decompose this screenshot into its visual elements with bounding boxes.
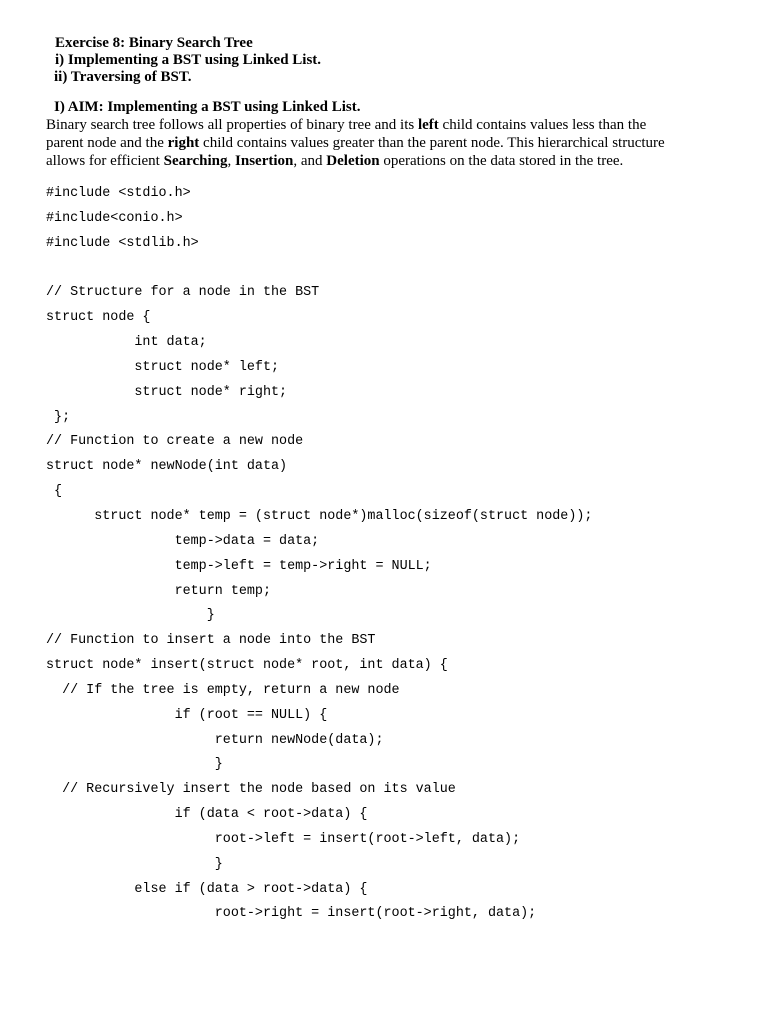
code-line: if (data < root->data) {: [46, 807, 368, 823]
code-line: struct node* left;: [46, 359, 280, 375]
code-line: #include <stdlib.h>: [46, 235, 199, 251]
code-line: struct node* temp = (struct node*)malloc(sizeof(struct node));: [46, 508, 593, 524]
code-line: // Function to create a new node: [46, 434, 304, 450]
intro-line-2: parent node and the right child contains values greater than the parent node. This hierarchical structure: [46, 135, 665, 151]
code-line: int data;: [46, 335, 207, 351]
code-listing: [46, 184, 592, 929]
code-line: // Structure for a node in the BST: [46, 285, 320, 301]
code-line: else if (data > root->data) {: [46, 881, 368, 897]
code-line: root->right = insert(root->right, data);: [46, 906, 537, 922]
code-line: return temp;: [46, 583, 271, 599]
intro-paragraph: [46, 116, 726, 170]
code-line: temp->data = data;: [46, 533, 320, 549]
aim-heading: I) AIM: Implementing a BST using Linked List.: [54, 99, 361, 115]
code-line: // Recursively insert the node based on its value: [46, 782, 456, 798]
code-line: {: [46, 484, 63, 500]
code-line: // Function to insert a node into the BST: [46, 633, 376, 649]
intro-line-1: Binary search tree follows all properties of binary tree and its left child contains values less than the: [46, 117, 647, 133]
code-line: temp->left = temp->right = NULL;: [46, 558, 432, 574]
exercise-title: Exercise 8: Binary Search Tree: [55, 35, 253, 51]
code-line: root->left = insert(root->left, data);: [46, 831, 521, 847]
code-line: };: [46, 409, 71, 425]
code-line: return newNode(data);: [46, 732, 384, 748]
code-line: }: [46, 757, 223, 773]
intro-line-3: allows for efficient Searching, Insertion, and Deletion operations on the data stored in the tree.: [46, 153, 624, 169]
code-line: // If the tree is empty, return a new node: [46, 682, 400, 698]
code-line: struct node* insert(struct node* root, int data) {: [46, 658, 448, 674]
code-line: if (root == NULL) {: [46, 707, 328, 723]
code-line: }: [46, 608, 215, 624]
code-line: struct node* right;: [46, 384, 288, 400]
code-line: }: [46, 856, 223, 872]
subtitle-part-i: i) Implementing a BST using Linked List.: [55, 52, 322, 68]
code-line: struct node* newNode(int data): [46, 459, 288, 475]
code-line: [46, 259, 592, 284]
subtitle-part-ii: ii) Traversing of BST.: [54, 69, 192, 85]
code-line: #include <stdio.h>: [46, 186, 191, 201]
code-line: struct node {: [46, 310, 151, 326]
code-line: #include<conio.h>: [46, 210, 183, 226]
